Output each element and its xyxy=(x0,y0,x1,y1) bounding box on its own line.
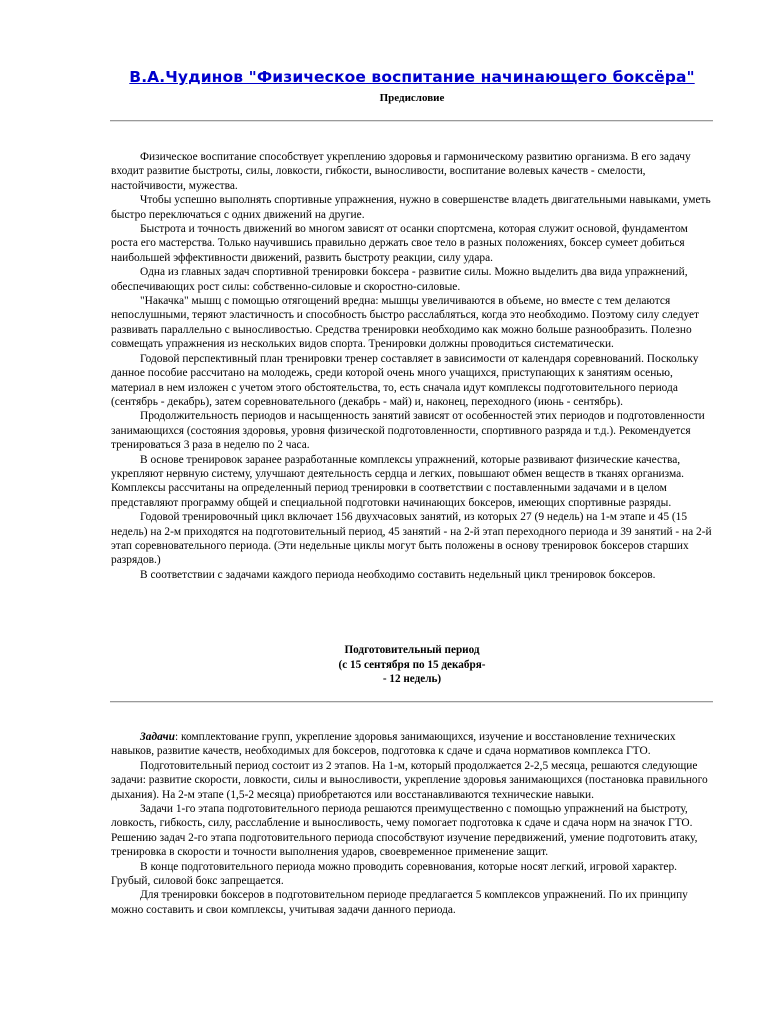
paragraph: В конце подготовительного периода можно проводить соревнования, которые носят легкий, игровой характер. Грубый, силовой бокс запрещается. xyxy=(111,860,678,888)
preface-heading: Предисловие xyxy=(379,92,445,104)
paragraph: Для тренировки боксеров в подготовительном периоде предлагается 5 комплексов упражнений. По их принципу можно составить и свои комплексы, учитывая задачи данного периода. xyxy=(111,889,688,916)
document-title-link[interactable]: В.А.Чудинов "Физическое воспитание начинающего боксёра" xyxy=(129,68,695,86)
paragraph: Задачи 1-го этапа подготовительного периода решаются преимущественно с помощью упражнений на быстроту, ловкость, гибкость, силу, расслабление и выносливость, чему помогает подготовка к сдаче и сдача норм на значок ГТО. Решению задач 2-го этапа подготовительного периода способствуют изучение передвижений, умение подготовить атаку, тренировка в скорости и точности выполнения ударов, своевременное применение защит. xyxy=(111,803,698,859)
preface-body xyxy=(111,150,714,582)
tasks-text: : комплектование групп, укрепление здоровья занимающихся, изучение и восстановление технических навыков, развитие качеств, необходимых для боксеров, подготовка к сдаче и сдача нормативов комплекса ГТО. xyxy=(111,731,676,758)
paragraph: Продолжительность периодов и насыщенность занятий зависят от особенностей этих периодов и подготовленности занимающихся (состояния здоровья, уровня физической подготовленности, спортивного разряда и т.д.). Рекомендуется тренироваться 3 раза в неделю по 2 часа. xyxy=(111,410,705,452)
tasks-label: Задачи xyxy=(140,731,176,743)
section-divider xyxy=(110,701,713,703)
paragraph: "Накачка" мышц с помощью отягощений вредна: мышцы увеличиваются в объеме, но вместе с тем делаются непослушными, теряют эластичность и способность быстро расслабляться, когда это необходимо. Поэтому силу следует развивать параллельно с выносливостью. Средства тренировки необходимо как можно больше разнообразить. Полезно совмещать упражнения из нескольких видов спорта. Тренировки должны проводиться систематически. xyxy=(111,295,700,351)
paragraph: Годовой тренировочный цикл включает 156 двухчасовых занятий, из которых 27 (9 недель) на 1-м этапе и 45 (15 недель) на 2-м приходятся на подготовительный период, 45 занятий - на 2-й этап переходного периода и 39 занятий - на 2-й этап соревновательного периода. (Эти недельные циклы могут быть положены в основу тренировок боксеров старших разрядов.) xyxy=(111,511,712,567)
paragraph: Физическое воспитание способствует укреплению здоровья и гармоническому развитию организма. В его задачу входит развитие быстроты, силы, ловкости, гибкости, выносливости, воспитание волевых качеств - смелости, настойчивости, мужества. xyxy=(111,151,691,192)
tasks-paragraph xyxy=(111,730,714,759)
paragraph: В основе тренировок заранее разработанные комплексы упражнений, которые развивают физические качества, укрепляют нервную систему, улучшают деятельность сердца и легких, повышают обмен веществ в тканях организма. Комплексы рассчитаны на определенный период тренировки в соответствии с поставленными задачами и в целом представляют программу общей и специальной подготовки начинающих боксеров, имеющих спортивные разряды. xyxy=(111,453,685,509)
paragraph: Годовой перспективный план тренировки тренер составляет в зависимости от календаря соревнований. Поскольку данное пособие рассчитано на молодежь, среди которой очень много учащихся, приступающих к занятиям осенью, материал в нем изложен с учетом этого обстоятельства, то, есть сначала идут комплексы подготовительного периода (сентябрь - декабрь), затем соревновательного (декабрь - май) и, наконец, переходного (июнь - сентябрь). xyxy=(111,352,699,408)
paragraph: В соответствии с задачами каждого периода необходимо составить недельный цикл тренировок боксеров. xyxy=(140,568,656,581)
paragraph: Быстрота и точность движений во многом зависят от осанки спортсмена, которая служит основой, фундаментом роста его мастерства. Только научившись правильно держать свое тело в разных положениях, боксер сумеет добиться наибольшей эффективности движений, развить быстроту реакции, силу удара. xyxy=(111,223,688,264)
paragraph: Подготовительный период состоит из 2 этапов. На 1-м, который продолжается 2-2,5 месяца, решаются следующие задачи: развитие скорости, ловкости, силы и выносливости, укрепление здоровья занимающихся (постановка правильного дыхания). На 2-м этапе (1,5-2 месяца) приобретаются или восстанавливаются технические навыки. xyxy=(111,759,708,801)
section-heading xyxy=(0,643,768,687)
paragraph: Чтобы успешно выполнять спортивные упражнения, нужно в совершенстве владеть двигательными навыками, уметь быстро переключаться с одних движений на другие. xyxy=(111,194,711,221)
section-heading-line: Подготовительный период xyxy=(344,644,480,656)
section-heading-line: - 12 недель) xyxy=(382,673,442,686)
top-divider xyxy=(110,120,713,122)
section-heading-line: (с 15 сентября по 15 декабря- xyxy=(338,658,486,671)
paragraph: Одна из главных задач спортивной тренировки боксера - развитие силы. Можно выделить два вида упражнений, обеспечивающих рост силы: собственно-силовые и скоростно-силовые. xyxy=(111,266,688,293)
section-body xyxy=(111,730,714,917)
